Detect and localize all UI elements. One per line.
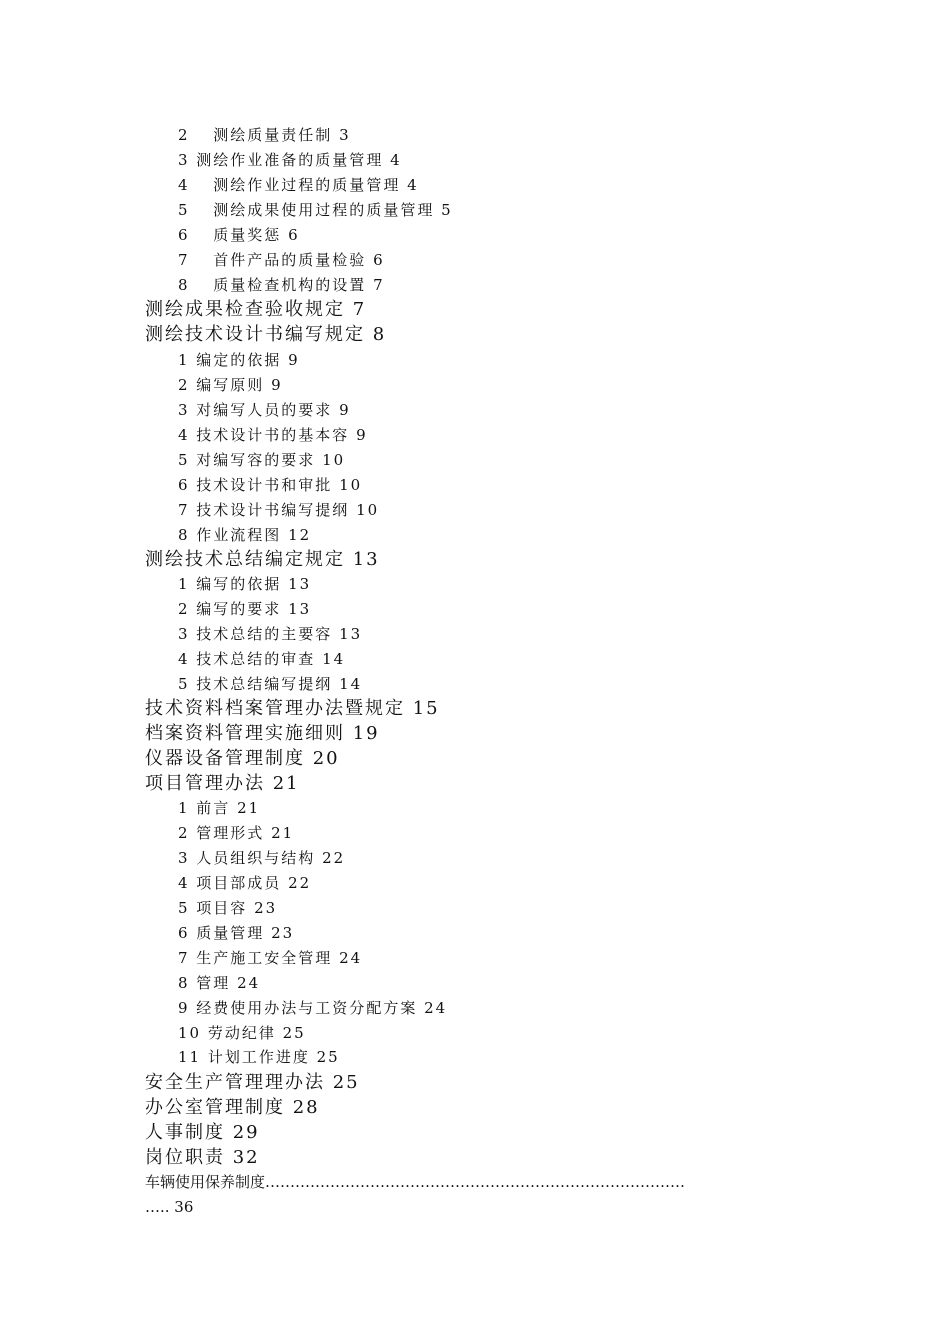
toc-section-entry[interactable]: 安全生产管理理办法 25	[145, 1072, 360, 1093]
toc-entry[interactable]: 7 首件产品的质量检验 6	[178, 251, 385, 269]
toc-entry[interactable]: 4 技术设计书的基本容 9	[178, 426, 368, 444]
toc-section-entry[interactable]: 车辆使用保养制度…………………………………………………………………………	[145, 1173, 686, 1191]
toc-entry[interactable]: 1 编写的依据 13	[178, 575, 312, 593]
toc-entry[interactable]: 4 测绘作业过程的质量管理 4	[178, 176, 419, 194]
toc-entry[interactable]: 3 测绘作业准备的质量管理 4	[178, 151, 402, 169]
toc-entry[interactable]: 8 质量检查机构的设置 7	[178, 276, 385, 294]
toc-entry[interactable]: 3 人员组织与结构 22	[178, 849, 346, 867]
toc-entry[interactable]: 1 编定的依据 9	[178, 351, 300, 369]
toc-entry[interactable]: 3 对编写人员的要求 9	[178, 401, 351, 419]
toc-entry[interactable]: 2 编写的要求 13	[178, 600, 312, 618]
toc-entry[interactable]: 8 管理 24	[178, 974, 261, 992]
toc-entry[interactable]: 9 经费使用办法与工资分配方案 24	[178, 999, 448, 1017]
toc-entry[interactable]: 8 作业流程图 12	[178, 526, 312, 544]
toc-section-entry[interactable]: 仪器设备管理制度 20	[145, 748, 340, 769]
toc-entry[interactable]: 5 项目容 23	[178, 899, 278, 917]
toc-entry-continuation: ….. 36	[145, 1198, 194, 1216]
toc-section-entry[interactable]: 技术资料档案管理办法暨规定 15	[145, 698, 440, 719]
toc-section-entry[interactable]: 人事制度 29	[145, 1122, 260, 1143]
toc-section-entry[interactable]: 测绘技术总结编定规定 13	[145, 549, 380, 570]
toc-section-entry[interactable]: 办公室管理制度 28	[145, 1097, 320, 1118]
toc-section-entry[interactable]: 测绘技术设计书编写规定 8	[145, 324, 387, 345]
toc-entry[interactable]: 6 质量奖惩 6	[178, 226, 300, 244]
toc-entry[interactable]: 2 管理形式 21	[178, 824, 295, 842]
toc-entry[interactable]: 10 劳动纪律 25	[178, 1024, 306, 1042]
toc-entry[interactable]: 2 测绘质量责任制 3	[178, 126, 351, 144]
toc-entry[interactable]: 4 技术总结的审查 14	[178, 650, 346, 668]
toc-section-entry[interactable]: 测绘成果检查验收规定 7	[145, 299, 367, 320]
toc-entry[interactable]: 7 生产施工安全管理 24	[178, 949, 363, 967]
toc-entry[interactable]: 7 技术设计书编写提纲 10	[178, 501, 380, 519]
toc-entry[interactable]: 11 计划工作进度 25	[178, 1048, 340, 1066]
toc-entry[interactable]: 4 项目部成员 22	[178, 874, 312, 892]
toc-entry[interactable]: 5 技术总结编写提纲 14	[178, 675, 363, 693]
toc-section-entry[interactable]: 岗位职责 32	[145, 1147, 260, 1168]
toc-entry[interactable]: 3 技术总结的主要容 13	[178, 625, 363, 643]
toc-section-entry[interactable]: 项目管理办法 21	[145, 773, 300, 794]
toc-entry[interactable]: 6 质量管理 23	[178, 924, 295, 942]
toc-entry[interactable]: 5 测绘成果使用过程的质量管理 5	[178, 201, 453, 219]
toc-entry[interactable]: 6 技术设计书和审批 10	[178, 476, 363, 494]
toc-entry[interactable]: 5 对编写容的要求 10	[178, 451, 346, 469]
toc-entry[interactable]: 1 前言 21	[178, 799, 261, 817]
toc-entry[interactable]: 2 编写原则 9	[178, 376, 283, 394]
toc-section-entry[interactable]: 档案资料管理实施细则 19	[145, 723, 380, 744]
